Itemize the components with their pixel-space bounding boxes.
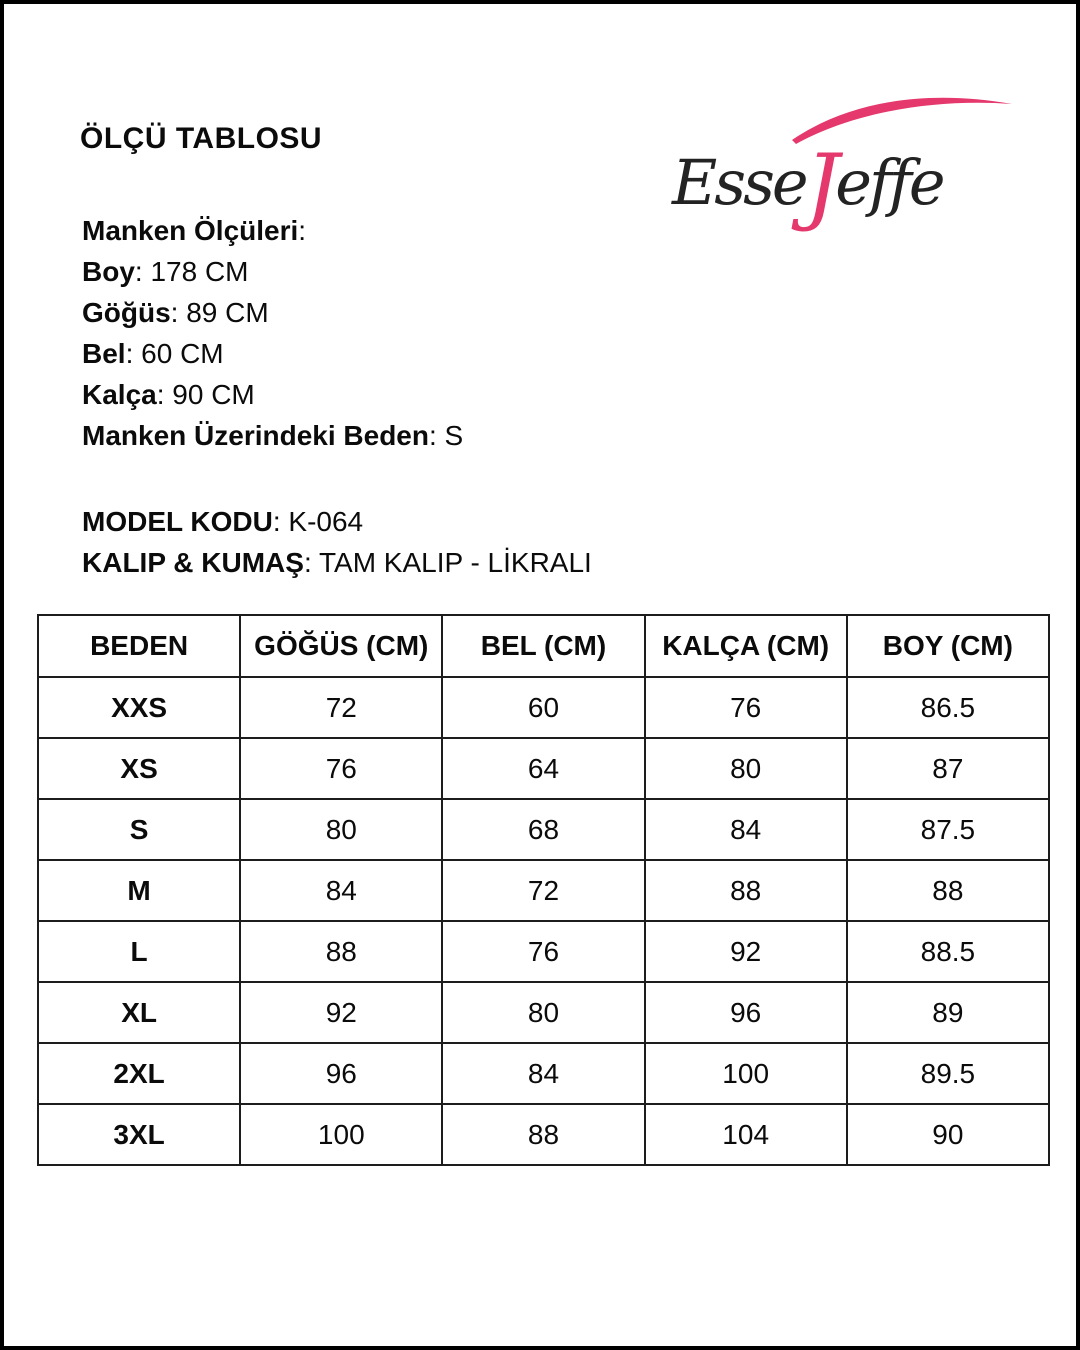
- col-header-boy: BOY (CM): [847, 615, 1049, 677]
- model-measurements-block: [82, 210, 463, 456]
- col-header-bel: BEL (CM): [442, 615, 644, 677]
- table-row-xl: [38, 982, 1049, 1043]
- value-cell: 72: [442, 860, 644, 921]
- measurement-line-kalca: Kalça: 90 CM: [82, 379, 255, 410]
- col-header-gogus: GÖĞÜS (CM): [240, 615, 442, 677]
- table-row-l: [38, 921, 1049, 982]
- measurement-line-gogus: Göğüs: 89 CM: [82, 297, 269, 328]
- col-header-kalca: KALÇA (CM): [645, 615, 847, 677]
- value-cell: 88: [442, 1104, 644, 1165]
- model-measurements-heading: Manken Ölçüleri:: [82, 215, 307, 246]
- value-cell: 76: [645, 677, 847, 738]
- value-cell: 64: [442, 738, 644, 799]
- value-cell: 90: [847, 1104, 1049, 1165]
- table-row-xs: [38, 738, 1049, 799]
- value-cell: 100: [645, 1043, 847, 1104]
- value-cell: 88.5: [847, 921, 1049, 982]
- measurement-line-beden: Manken Üzerindeki Beden: S: [82, 420, 464, 451]
- table-row-s: [38, 799, 1049, 860]
- logo-text-effe: effe: [835, 146, 943, 219]
- table-header-row: [38, 615, 1049, 677]
- value-cell: 104: [645, 1104, 847, 1165]
- value-cell: 88: [240, 921, 442, 982]
- size-cell: L: [38, 921, 240, 982]
- size-cell: XS: [38, 738, 240, 799]
- measurement-line-bel: Bel: 60 CM: [82, 338, 224, 369]
- logo-wordmark: [672, 136, 943, 234]
- table-row-xxs: [38, 677, 1049, 738]
- value-cell: 88: [847, 860, 1049, 921]
- size-cell: 3XL: [38, 1104, 240, 1165]
- col-header-beden: BEDEN: [38, 615, 240, 677]
- value-cell: 92: [240, 982, 442, 1043]
- value-cell: 84: [442, 1043, 644, 1104]
- value-cell: 72: [240, 677, 442, 738]
- value-cell: 88: [645, 860, 847, 921]
- size-cell: XL: [38, 982, 240, 1043]
- size-cell: 2XL: [38, 1043, 240, 1104]
- value-cell: 60: [442, 677, 644, 738]
- value-cell: 76: [240, 738, 442, 799]
- model-code-line: MODEL KODU: K-064: [82, 506, 364, 537]
- value-cell: 80: [240, 799, 442, 860]
- value-cell: 76: [442, 921, 644, 982]
- logo-text-esse: Esse: [672, 146, 806, 219]
- value-cell: 96: [240, 1043, 442, 1104]
- value-cell: 100: [240, 1104, 442, 1165]
- value-cell: 87.5: [847, 799, 1049, 860]
- size-cell: M: [38, 860, 240, 921]
- value-cell: 86.5: [847, 677, 1049, 738]
- value-cell: 84: [240, 860, 442, 921]
- fabric-line: KALIP & KUMAŞ: TAM KALIP - LİKRALI: [82, 547, 592, 578]
- value-cell: 84: [645, 799, 847, 860]
- table-row-2xl: [38, 1043, 1049, 1104]
- measurement-line-boy: Boy: 178 CM: [82, 256, 249, 287]
- page-title: ÖLÇÜ TABLOSU: [80, 122, 323, 155]
- value-cell: 80: [442, 982, 644, 1043]
- size-chart-table: [37, 614, 1050, 1166]
- size-cell: XXS: [38, 677, 240, 738]
- value-cell: 89.5: [847, 1043, 1049, 1104]
- value-cell: 87: [847, 738, 1049, 799]
- size-cell: S: [38, 799, 240, 860]
- value-cell: 96: [645, 982, 847, 1043]
- brand-logo: [672, 92, 1012, 234]
- table-row-m: [38, 860, 1049, 921]
- value-cell: 68: [442, 799, 644, 860]
- value-cell: 92: [645, 921, 847, 982]
- logo-letter-j: J: [805, 136, 836, 234]
- product-info-block: [82, 501, 592, 583]
- value-cell: 89: [847, 982, 1049, 1043]
- value-cell: 80: [645, 738, 847, 799]
- table-row-3xl: [38, 1104, 1049, 1165]
